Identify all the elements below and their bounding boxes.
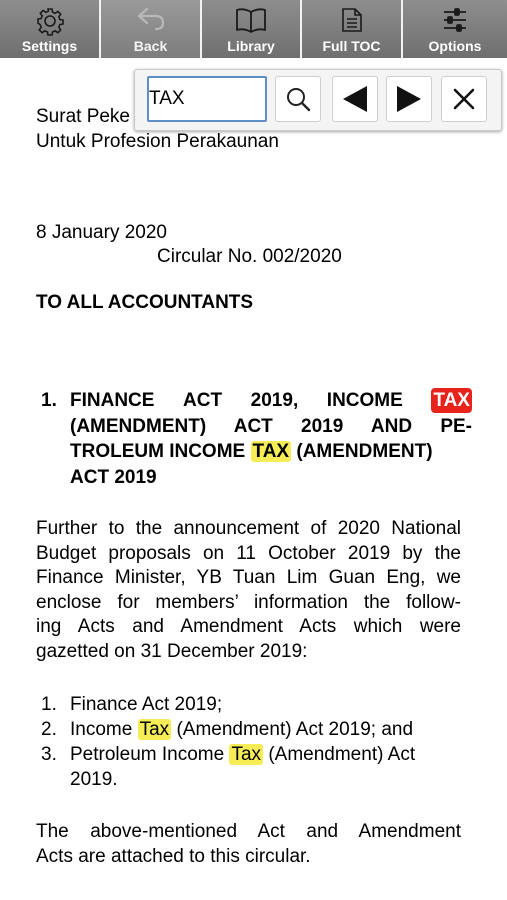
list-item: Finance Act 2019; [70, 694, 223, 715]
next-match-button[interactable] [386, 76, 432, 122]
heading-number: 1. [41, 390, 57, 411]
search-match: Tax [231, 744, 262, 765]
search-input[interactable] [147, 76, 267, 122]
heading-word: INCOME [326, 390, 403, 411]
back-button[interactable] [101, 0, 202, 58]
gear-icon [35, 6, 65, 36]
header-line-1: Surat Peke [36, 106, 130, 127]
list-number: 1. [41, 694, 57, 715]
paragraph-line: The above-mentioned Act and Amendment [36, 821, 461, 842]
back-label: Back [133, 38, 168, 54]
paragraph-line: ing Acts and Amendment Acts which were [36, 616, 461, 637]
search-match: TAX [252, 441, 290, 462]
book-icon [234, 6, 268, 34]
paragraph-line: Budget proposals on 11 October 2019 by the [36, 543, 461, 564]
back-arrow-icon [134, 6, 168, 32]
heading-line-1 [70, 388, 472, 413]
options-label: Options [428, 38, 482, 54]
triangle-right-icon [395, 84, 423, 114]
settings-label: Settings [21, 38, 78, 54]
list-number: 3. [41, 744, 57, 765]
full-toc-button[interactable] [302, 0, 403, 58]
heading-line-2: (AMENDMENT) ACT 2019 AND PE- [70, 416, 472, 437]
search-button[interactable] [275, 76, 321, 122]
search-match: Tax [139, 719, 170, 740]
heading-text: (AMENDMENT) [291, 441, 433, 462]
previous-match-button[interactable] [332, 76, 378, 122]
paragraph-line: enclose for members’ information the follow- [36, 592, 461, 613]
paragraph-line: Acts are attached to this circular. [36, 846, 311, 867]
document-date: 8 January 2020 [36, 222, 167, 243]
paragraph-line: Finance Minister, YB Tuan Lim Guan Eng, we [36, 567, 461, 588]
list-item-continuation: 2019. [70, 769, 118, 790]
paragraph-line: Further to the announcement of 2020 National [36, 518, 461, 539]
triangle-left-icon [341, 84, 369, 114]
list-text: (Amendment) Act [263, 744, 416, 765]
options-button[interactable] [403, 0, 507, 58]
current-search-match: TAX [433, 390, 470, 411]
close-icon [452, 87, 476, 111]
heading-text: TROLEUM INCOME [70, 441, 251, 462]
heading-line-4: ACT 2019 [70, 467, 157, 488]
sliders-icon [441, 6, 469, 34]
list-text: Petroleum Income [70, 744, 230, 765]
heading-line-3 [70, 439, 472, 464]
heading-word: FINANCE [70, 390, 155, 411]
close-search-button[interactable] [441, 76, 487, 122]
settings-button[interactable] [0, 0, 101, 58]
heading-word: 2019, [250, 390, 299, 411]
top-toolbar [0, 0, 507, 58]
document-icon [340, 6, 364, 34]
paragraph-line: gazetted on 31 December 2019: [36, 641, 308, 662]
library-button[interactable] [202, 0, 302, 58]
list-text: Income [70, 719, 138, 740]
list-item [70, 742, 415, 767]
search-icon [285, 86, 311, 112]
heading-word: ACT [183, 390, 223, 411]
list-text: (Amendment) Act 2019; and [171, 719, 414, 740]
salutation: TO ALL ACCOUNTANTS [36, 292, 254, 313]
circular-number: Circular No. 002/2020 [157, 246, 342, 267]
search-bar [134, 69, 502, 131]
full-toc-label: Full TOC [322, 38, 381, 54]
list-number: 2. [41, 719, 57, 740]
header-line-2: Untuk Profesion Perakaunan [36, 131, 279, 152]
library-label: Library [227, 38, 275, 54]
list-item [70, 717, 413, 742]
